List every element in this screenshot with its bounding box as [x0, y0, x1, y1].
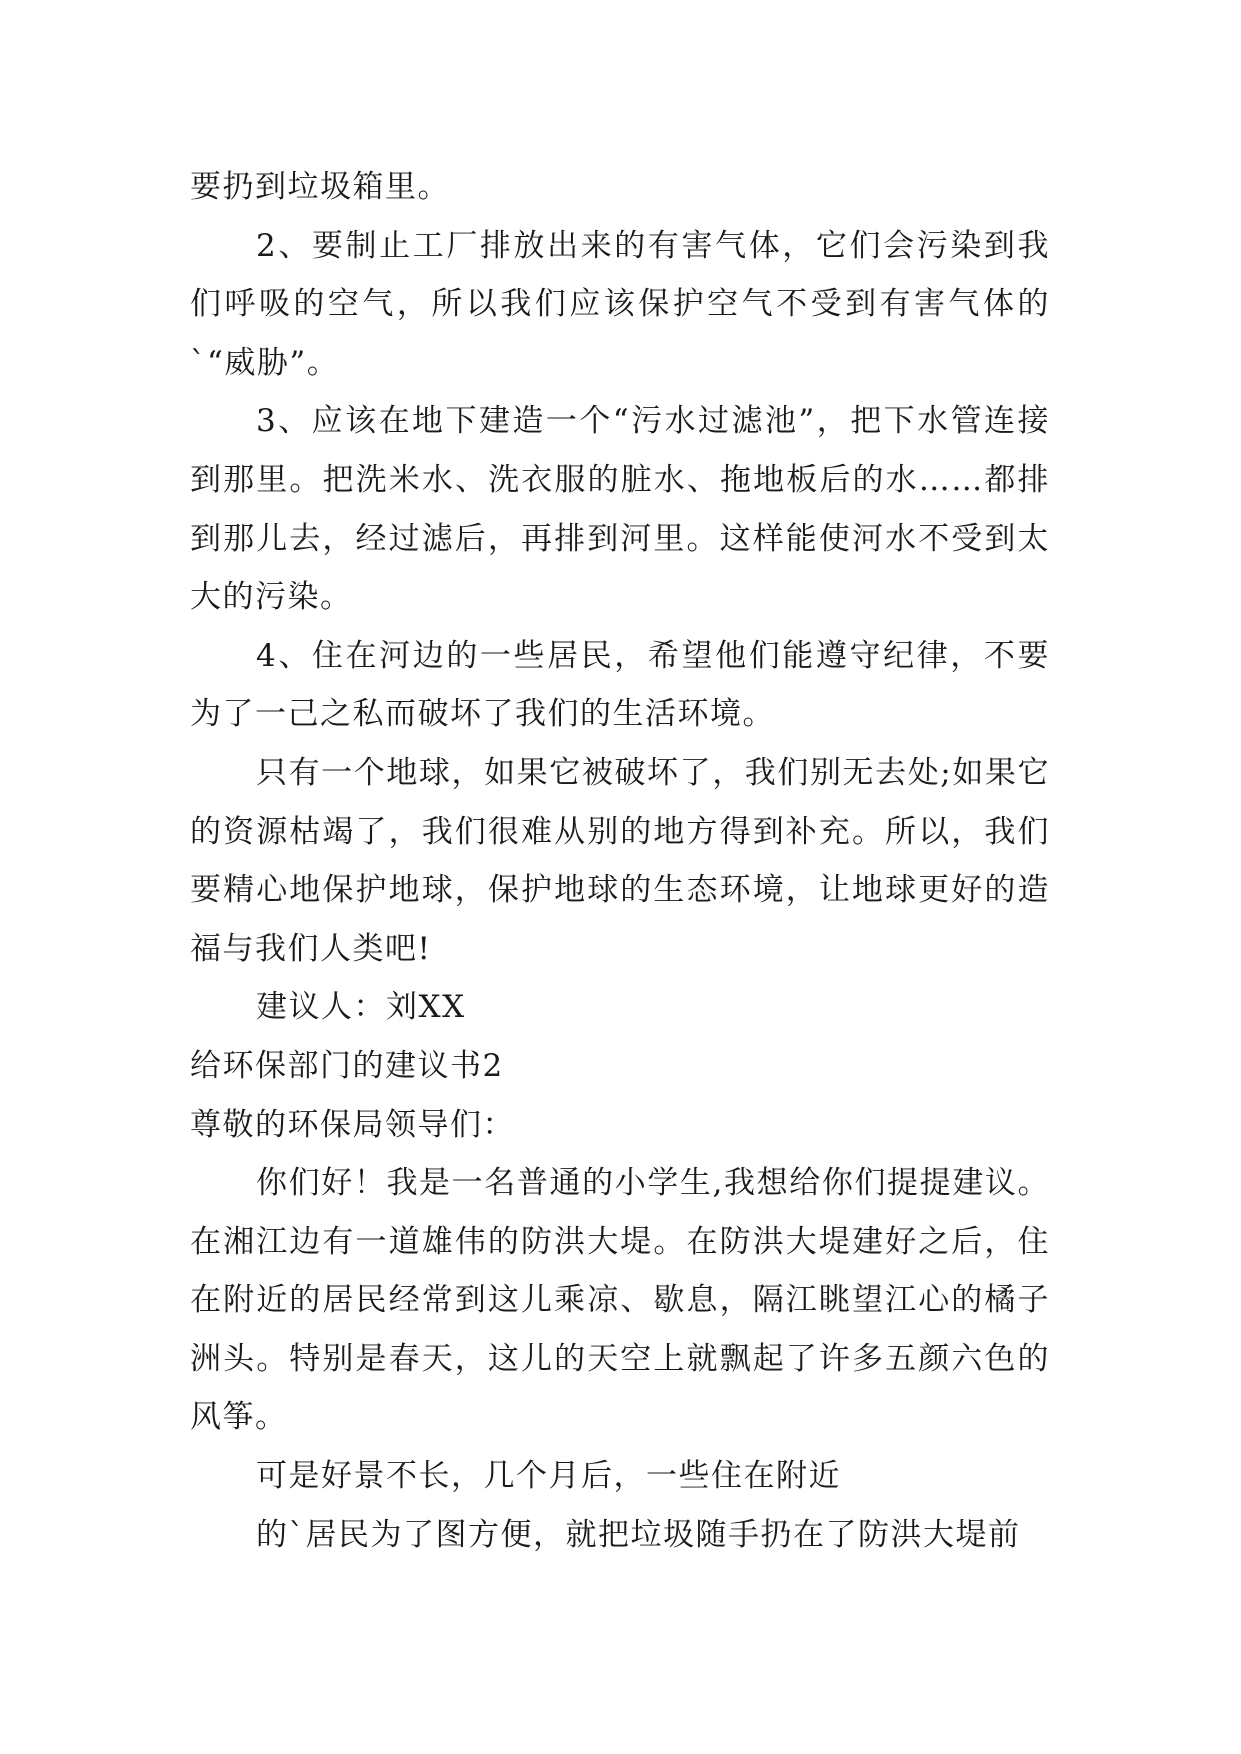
paragraph-fragment-a: 可是好景不长，几个月后，一些住在附近: [256, 1458, 841, 1495]
section-title: 给环保部门的建议书2: [190, 1047, 504, 1084]
paragraph-greeting: 你们好！我是一名普通的小学生,我想给你们提提建议。在湘江边有一道雄伟的防洪大堤。在防洪大堤建好之后，住在附近的居民经常到这儿乘凉、歇息，隔江眺望江心的橘子洲头。特别是春天，这儿的天空上就飘起了许多五颜六色的风筝。: [190, 1165, 1050, 1436]
salutation: 尊敬的环保局领导们：: [190, 1106, 515, 1143]
paragraph-continuation: 要扔到垃圾箱里。: [190, 169, 450, 205]
paragraph-item-4: 4、住在河边的一些居民，希望他们能遵守纪律，不要为了一己之私而破坏了我们的生活环境。: [190, 637, 1050, 733]
paragraph-item-2: 2、要制止工厂排放出来的有害气体，它们会污染到我们呼吸的空气，所以我们应该保护空气不受到有害气体的`“威胁”。: [190, 227, 1050, 381]
paragraph-conclusion: 只有一个地球，如果它被破坏了，我们别无去处;如果它的资源枯竭了，我们很难从别的地方得到补充。所以，我们要精心地保护地球，保护地球的生态环境，让地球更好的造福与我们人类吧!: [190, 754, 1050, 967]
signature-line: 建议人：刘XX: [256, 989, 466, 1026]
document-body: [190, 158, 1050, 1564]
paragraph-fragment-b: 的`居民为了图方便，就把垃圾随手扔在了防洪大堤前: [256, 1516, 1021, 1553]
paragraph-item-3: 3、应该在地下建造一个“污水过滤池”，把下水管连接到那里。把洗米水、洗衣服的脏水、拖地板后的水……都排到那儿去，经过滤后，再排到河里。这样能使河水不受到太大的污染。: [190, 403, 1050, 616]
